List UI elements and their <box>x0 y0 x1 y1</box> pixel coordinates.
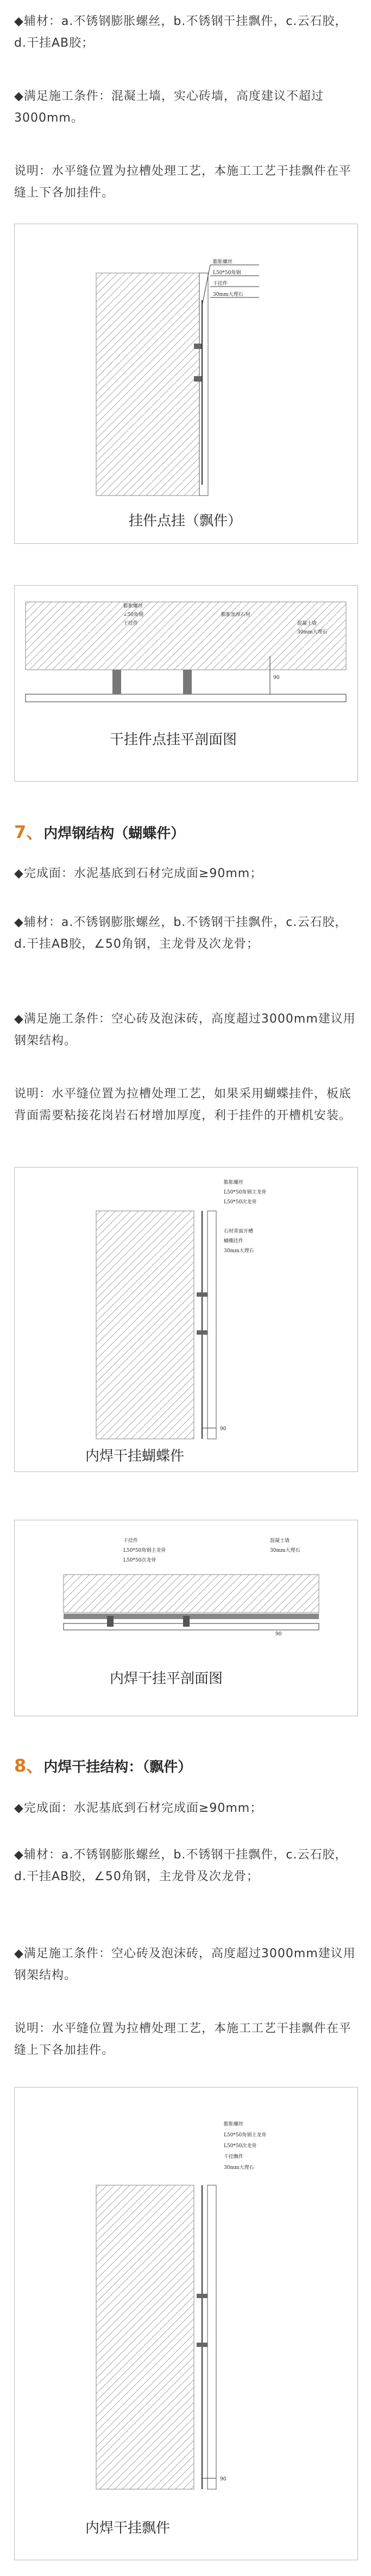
label-marble: 30mm大理石 <box>224 1248 254 1254</box>
label-wall: 混凝土墙 <box>297 621 317 626</box>
figure-caption: 挂件点挂（飘件） <box>129 513 242 529</box>
label-angle: L50*50角钢 <box>213 270 241 276</box>
label-main-keel: L50*50角钢主龙骨 <box>123 1548 166 1553</box>
label-angle: ∠50角钢 <box>123 612 143 618</box>
stone-panel <box>26 694 346 702</box>
stone-panel <box>207 1211 216 1439</box>
label-thick-stone: 膨胀加厚石材 <box>221 612 251 618</box>
conditions-text: ◆满足施工条件：空心砖及泡沫砖，高度超过3000mm建议用钢架结构。 <box>14 1012 356 1048</box>
dimension-value: 90 <box>220 2477 227 2482</box>
label-bolt: 膨胀螺丝 <box>123 604 143 609</box>
conditions-text: ◆满足施工条件：混凝土墙，实心砖墙，高度建议不超过3000mm。 <box>14 90 324 125</box>
figure-point-hanging <box>14 224 358 544</box>
label-butterfly: 蝴蝶挂件 <box>224 1239 244 1244</box>
section-number: 8、 <box>14 1755 44 1776</box>
label-marble: 30mm大理石 <box>224 2165 254 2171</box>
label-hanger: 干挂件 <box>123 1538 139 1544</box>
wall-hatch <box>96 1211 194 1439</box>
conditions-text: ◆满足施工条件：空心砖及泡沫砖，高度超过3000mm建议用钢架结构。 <box>14 1947 356 1982</box>
dimension-value: 90 <box>273 675 280 681</box>
float-hanger <box>197 2294 207 2298</box>
stone-panel <box>207 2185 216 2489</box>
wall-hatch <box>96 2185 194 2489</box>
keel <box>64 1614 319 1619</box>
label-marble: 30mm大理石 <box>270 1548 300 1553</box>
figure-butterfly-drawing <box>15 1168 357 1471</box>
figure-caption: 内焊干挂蝴蝶件 <box>85 1448 185 1464</box>
figure-caption: 内焊干挂平剖面图 <box>110 1671 223 1687</box>
hanger-right <box>183 670 192 694</box>
section-title: 内焊干挂结构：（飘件） <box>43 1759 192 1775</box>
note-text: 说明：水平缝位置为拉槽处理工艺，本施工工艺干挂飘件在平缝上下各加挂件。 <box>14 2022 352 2057</box>
hanger-top <box>194 344 202 349</box>
label-sub-keel: L50*50次龙骨 <box>224 2143 257 2149</box>
figure-weld-plan-drawing <box>15 1520 357 1716</box>
dimension-value: 90 <box>220 1426 227 1432</box>
label-sub-keel: L50*50次龙骨 <box>224 1200 257 1205</box>
label-marble: 30mm大理石 <box>297 630 328 635</box>
label-bolt: 膨胀螺丝 <box>224 2122 244 2127</box>
aux-materials-text: ◆辅材：a.不锈钢膨胀螺丝，b.不锈钢干挂飘件，c.云石胶，d.干挂AB胶，∠50角钢，主龙骨及次龙骨； <box>14 916 348 951</box>
hanger <box>107 1616 114 1627</box>
label-hanger: 干挂件 <box>213 281 228 287</box>
label-bolt: 膨胀螺丝 <box>213 259 233 265</box>
note-text: 说明：水平缝位置为拉槽处理工艺，如果采用蝴蝶挂件，板底背面需要粘接花岗岩石材增加厚度，利于挂件的开槽机安装。 <box>14 1087 352 1122</box>
figure-weld-float-drawing <box>15 2088 357 2560</box>
label-marble: 30mm大理石 <box>213 292 243 297</box>
figure-weld-float <box>14 2087 358 2560</box>
finish-text: ◆完成面：水泥基底到石材完成面≥90mm； <box>14 867 263 880</box>
wall-hatch <box>64 1575 319 1613</box>
figure-point-plan-drawing <box>15 586 357 781</box>
label-float-hanger: 干挂飘件 <box>224 2154 244 2160</box>
wall-hatch <box>26 602 346 670</box>
label-wall: 混凝土墙 <box>270 1538 290 1544</box>
dimension-value: 90 <box>275 1632 282 1637</box>
label-sub-keel: L50*50次龙骨 <box>123 1558 156 1563</box>
figure-point-hanging-drawing <box>15 224 357 543</box>
hanger <box>183 1616 190 1627</box>
figure-butterfly <box>14 1167 358 1472</box>
finish-text: ◆完成面：水泥基底到石材完成面≥90mm； <box>14 1801 263 1815</box>
wall-hatch <box>96 273 205 496</box>
hanger-bottom <box>194 376 202 382</box>
section-7-heading <box>14 819 185 843</box>
label-main-keel: L50*50角钢主龙骨 <box>224 1190 267 1195</box>
figure-weld-plan <box>14 1520 358 1716</box>
butterfly-hanger <box>197 1292 207 1297</box>
label-bolt: 膨胀螺丝 <box>224 1180 244 1185</box>
label-main-keel: L50*50角钢主龙骨 <box>224 2133 267 2138</box>
label-groove: 石材背面开槽 <box>224 1229 254 1234</box>
section-number: 7、 <box>14 822 44 842</box>
stone-panel <box>199 273 208 496</box>
section-title: 内焊钢结构（蝴蝶件） <box>43 826 185 842</box>
float-hanger <box>197 2343 207 2347</box>
aux-materials-text: ◆辅材：a.不锈钢膨胀螺丝，b.不锈钢干挂飘件，c.云石胶，d.干挂AB胶，∠50角钢，主龙骨及次龙骨； <box>14 1848 348 1883</box>
figure-caption: 内焊干挂飘件 <box>85 2520 171 2536</box>
section-8-heading <box>14 1752 192 1777</box>
figure-caption: 干挂件点挂平剖面图 <box>110 732 237 748</box>
aux-materials-text: ◆辅材：a.不锈钢膨胀螺丝，b.不锈钢干挂飘件，c.云石胶，d.干挂AB胶； <box>14 15 348 50</box>
stone-panel <box>64 1623 319 1630</box>
hanger-left <box>112 670 121 694</box>
note-text: 说明：水平缝位置为拉槽处理工艺，本施工工艺干挂飘件在平缝上下各加挂件。 <box>14 164 352 200</box>
butterfly-hanger <box>197 1330 207 1335</box>
figure-point-plan <box>14 585 358 782</box>
label-hanger: 干挂件 <box>123 621 139 626</box>
